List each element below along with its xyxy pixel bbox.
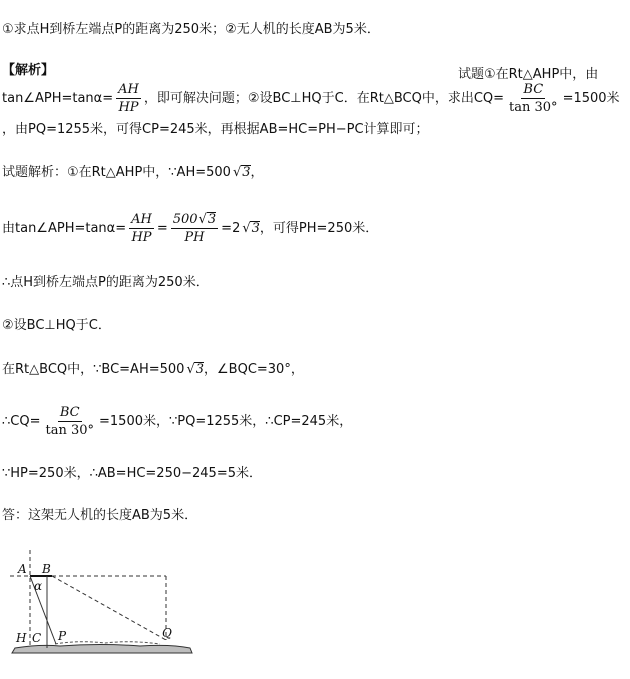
- analysis-line-3: [2, 82, 620, 115]
- solution-text: =1500米，∵PQ=1255米，∴CP=245米，: [99, 414, 353, 429]
- answer-line: 答：这架无人机的长度AB为5米．: [2, 508, 198, 523]
- sqrt-radicand: √ 3: [250, 221, 260, 236]
- solution-line-11: ∵HP=250米，∴AB=HC=250−245=5米．: [2, 466, 262, 481]
- solution-line-7: ∴点H到桥左端点P的距离为250米．: [2, 275, 209, 290]
- fraction-denominator: HP: [118, 100, 139, 115]
- label-c: C: [32, 631, 42, 645]
- geometry-figure: [0, 540, 200, 670]
- fraction-bc-tan30: [43, 405, 96, 438]
- fraction-denominator: tan 30°: [509, 100, 558, 115]
- fraction-denominator: HP: [131, 230, 152, 245]
- fraction-numerator: [171, 212, 218, 229]
- fraction-bc-tan30: [507, 82, 560, 115]
- analysis-tan-prefix: tan∠APH=tanα=: [2, 91, 114, 106]
- fraction-ah-hp: [129, 212, 154, 245]
- fraction-denominator: PH: [184, 230, 205, 245]
- sqrt-radicand: √ 3: [207, 212, 217, 227]
- fraction-coefficient: 500: [172, 212, 198, 227]
- solution-line-10: [2, 405, 352, 438]
- sqrt-radicand: √ 3: [241, 165, 251, 180]
- fraction-numerator: BC: [59, 405, 80, 420]
- fraction-denominator: tan 30°: [45, 423, 95, 438]
- label-p: P: [58, 629, 67, 643]
- analysis-intro-right: 试题①在Rt△AHP中，由: [458, 67, 599, 82]
- solution-text: ，: [250, 165, 264, 180]
- analysis-line-4: ，由PQ=1255米，可得CP=245米，再根据AB=HC=PH−PC计算即可；: [2, 122, 429, 137]
- solution-text: ，∠BQC=30°，: [204, 362, 304, 377]
- analysis-mid-text: ，即可解决问题；②设BC⊥HQ于C．在Rt△BCQ中，求出CQ=: [143, 91, 505, 106]
- equals-sign: =: [156, 221, 168, 236]
- question-line: ①求点H到桥左端点P的距离为250米；②无人机的长度AB为5米．: [2, 22, 380, 37]
- fraction-numerator: AH: [118, 82, 139, 97]
- solution-line-9: [2, 362, 304, 378]
- solution-line-6: [2, 212, 378, 245]
- solution-text: ，可得PH=250米．: [259, 221, 379, 236]
- solution-text: 由tan∠APH=tanα=: [2, 221, 127, 236]
- analysis-heading: 【解析】: [2, 63, 55, 78]
- solution-text: 在Rt△BCQ中，∵BC=AH=500: [2, 362, 185, 377]
- water-surface: [55, 642, 160, 644]
- solution-text: ∴CQ=: [2, 414, 41, 429]
- label-h: H: [16, 631, 27, 645]
- label-q: Q: [162, 626, 172, 640]
- label-a: A: [18, 562, 27, 576]
- fraction-ah-hp: [116, 82, 141, 115]
- label-alpha: α: [34, 579, 43, 593]
- fraction-numerator: AH: [131, 212, 152, 227]
- fraction-500sqrt3-ph: [171, 212, 218, 245]
- analysis-cq-value: =1500米: [562, 91, 620, 106]
- solution-line-8: ②设BC⊥HQ于C．: [2, 318, 111, 333]
- solution-text: 试题解析：①在Rt△AHP中，∵AH=500: [2, 165, 231, 180]
- label-b: B: [42, 562, 51, 576]
- fraction-numerator: BC: [523, 82, 544, 97]
- solution-line-5: [2, 165, 264, 181]
- segment-bq: [52, 576, 166, 640]
- ground-fill: [12, 645, 192, 654]
- solution-text: =2: [221, 221, 241, 236]
- sqrt-radicand: √ 3: [194, 362, 204, 377]
